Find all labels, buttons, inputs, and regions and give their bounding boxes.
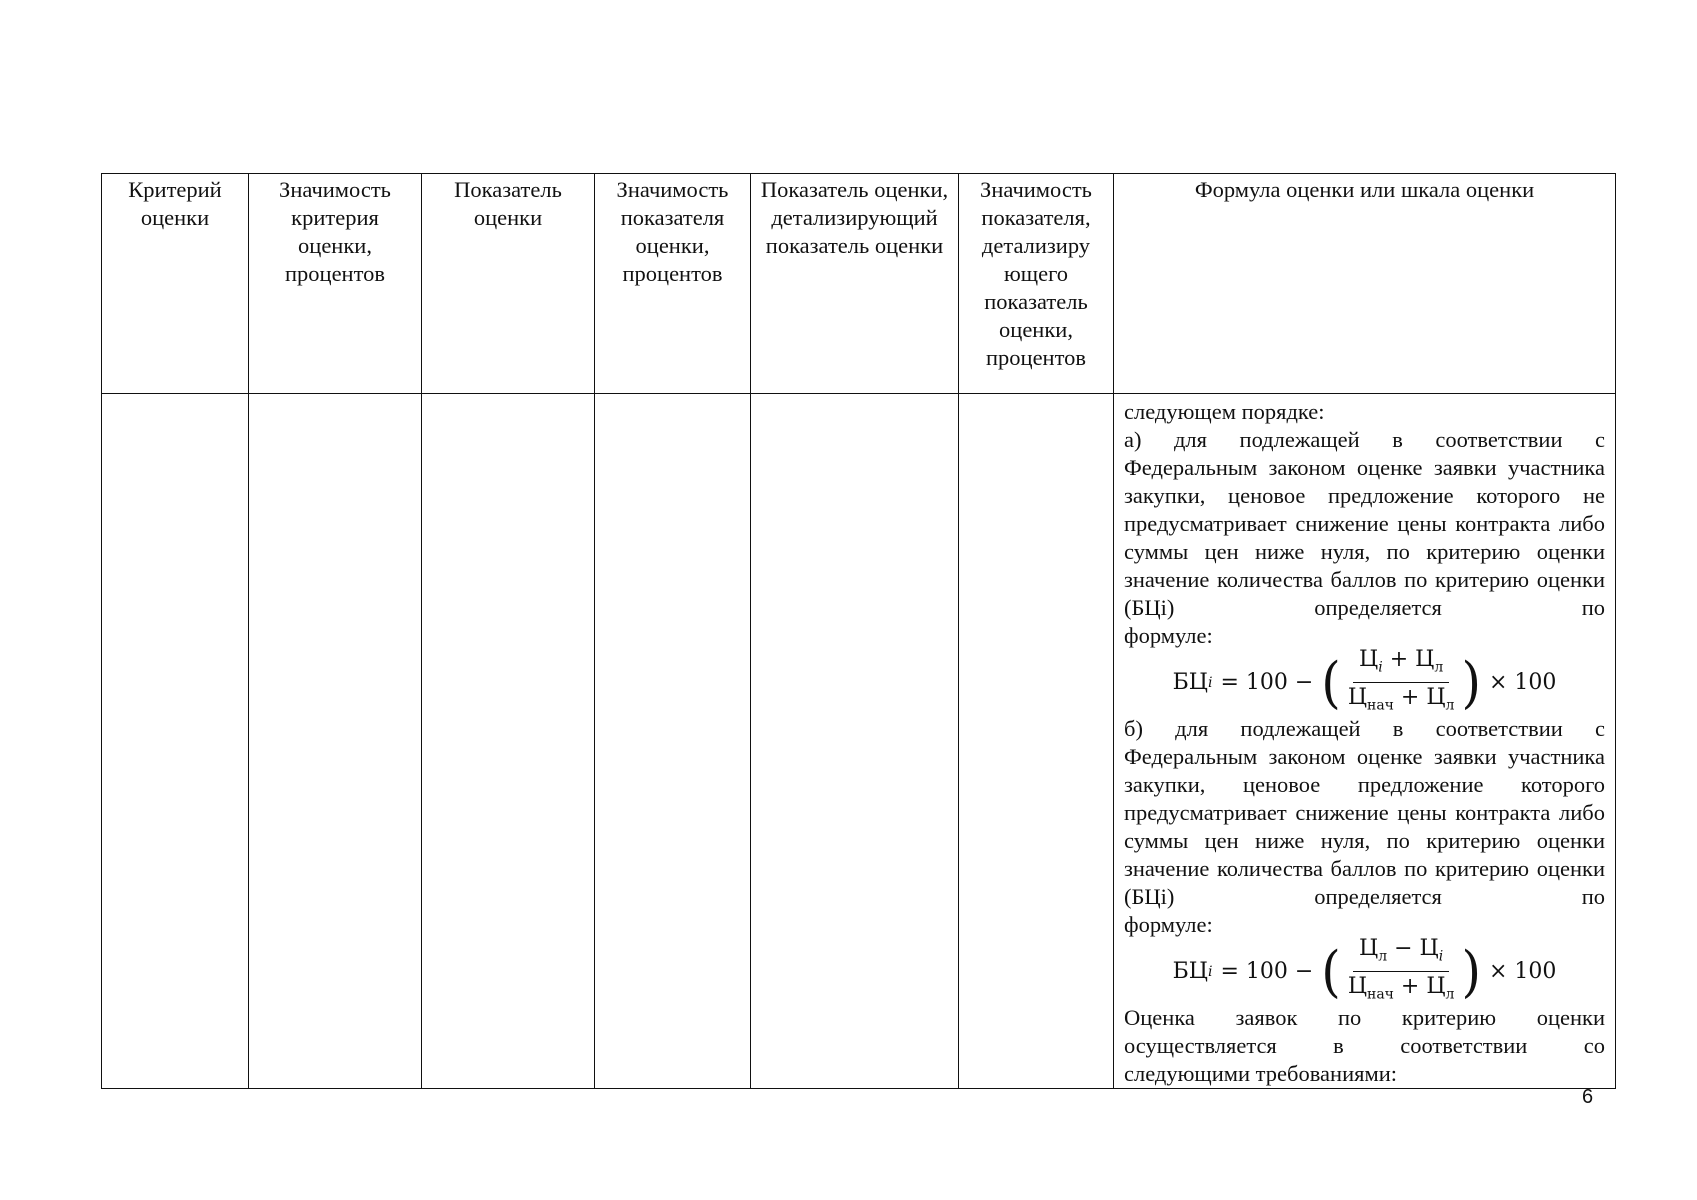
- formula-b-lhs-sub: i: [1207, 963, 1213, 980]
- formula-a-lhs: БЦ: [1172, 669, 1208, 695]
- header-detailed-indicator-weight: Значимость показателя, детализиру ющего показатель оценки, процентов: [959, 174, 1114, 394]
- header-criterion: Критерий оценки: [102, 174, 249, 394]
- formula-b-lhs: БЦ: [1172, 958, 1208, 984]
- formula-a-lhs-sub: i: [1207, 674, 1213, 691]
- header-indicator: Показатель оценки: [422, 174, 595, 394]
- formula-b-equals: = 100 −: [1220, 958, 1314, 984]
- page-number: 6: [1582, 1086, 1594, 1108]
- cell-detailed-indicator-weight: [959, 394, 1114, 1089]
- cell-indicator-weight: [595, 394, 751, 1089]
- formula-outro-end: следующими требованиями:: [1124, 1061, 1397, 1086]
- cell-detailed-indicator: [751, 394, 959, 1089]
- formula-item-b: б) для подлежащей в соответствии с Федеральным законом оценке заявки участника закупки, ценовое предложение которого предусматривает снижение цены контракта либо суммы цен ниже нуля, по критерию оценки значение количества баллов по критерию оценки (БЦi) определяется по: [1124, 716, 1605, 909]
- formula-item-b-end: формуле:: [1124, 912, 1213, 937]
- formula-b-numerator: $Ц_л - Ц_i$: [1353, 936, 1449, 972]
- formula-b: [1124, 935, 1605, 1004]
- formula-b-close-paren: ): [1461, 939, 1481, 1004]
- cell-formula: [1114, 394, 1616, 1089]
- cell-indicator: [422, 394, 595, 1089]
- header-indicator-weight: Значимость показателя оценки, процентов: [595, 174, 751, 394]
- formula-outro: Оценка заявок по критерию оценки осуществляется в соответствии со: [1124, 1005, 1605, 1058]
- formula-a-equals: = 100 −: [1220, 669, 1314, 695]
- formula-a-close-paren: ): [1461, 650, 1481, 715]
- formula-b-tail: × 100: [1488, 958, 1557, 984]
- formula-a-denominator: $Ц_{нач} + Ц_л$: [1347, 685, 1455, 714]
- formula-a-numerator: $Ц_i + Ц_л$: [1353, 647, 1449, 683]
- formula-b-open-paren: (: [1321, 939, 1341, 1004]
- table-header-row: [102, 174, 1616, 394]
- cell-criterion-weight: [249, 394, 422, 1089]
- table-row: [102, 394, 1616, 1089]
- header-detailed-indicator: Показатель оценки, детализирующий показатель оценки: [751, 174, 959, 394]
- formula-a-open-paren: (: [1321, 650, 1341, 715]
- formula-a-tail: × 100: [1488, 669, 1557, 695]
- formula-a: [1124, 646, 1605, 715]
- header-formula: Формула оценки или шкала оценки: [1114, 174, 1616, 394]
- header-criterion-weight: Значимость критерия оценки, процентов: [249, 174, 422, 394]
- formula-item-a-end: формуле:: [1124, 623, 1213, 648]
- formula-a-fraction: [1342, 647, 1461, 719]
- formula-b-denominator: $Ц_{нач} + Ц_л$: [1347, 974, 1455, 1003]
- formula-item-a: а) для подлежащей в соответствии с Федеральным законом оценке заявки участника закупки, ценовое предложение которого не предусматривает снижение цены контракта либо суммы цен ниже нуля, по критерию оценки значение количества баллов по критерию оценки (БЦi) определяется по: [1124, 427, 1605, 620]
- formula-b-fraction: [1342, 936, 1461, 1008]
- evaluation-criteria-table: [101, 173, 1616, 1089]
- cell-criterion: [102, 394, 249, 1089]
- formula-intro: следующем порядке:: [1124, 399, 1325, 424]
